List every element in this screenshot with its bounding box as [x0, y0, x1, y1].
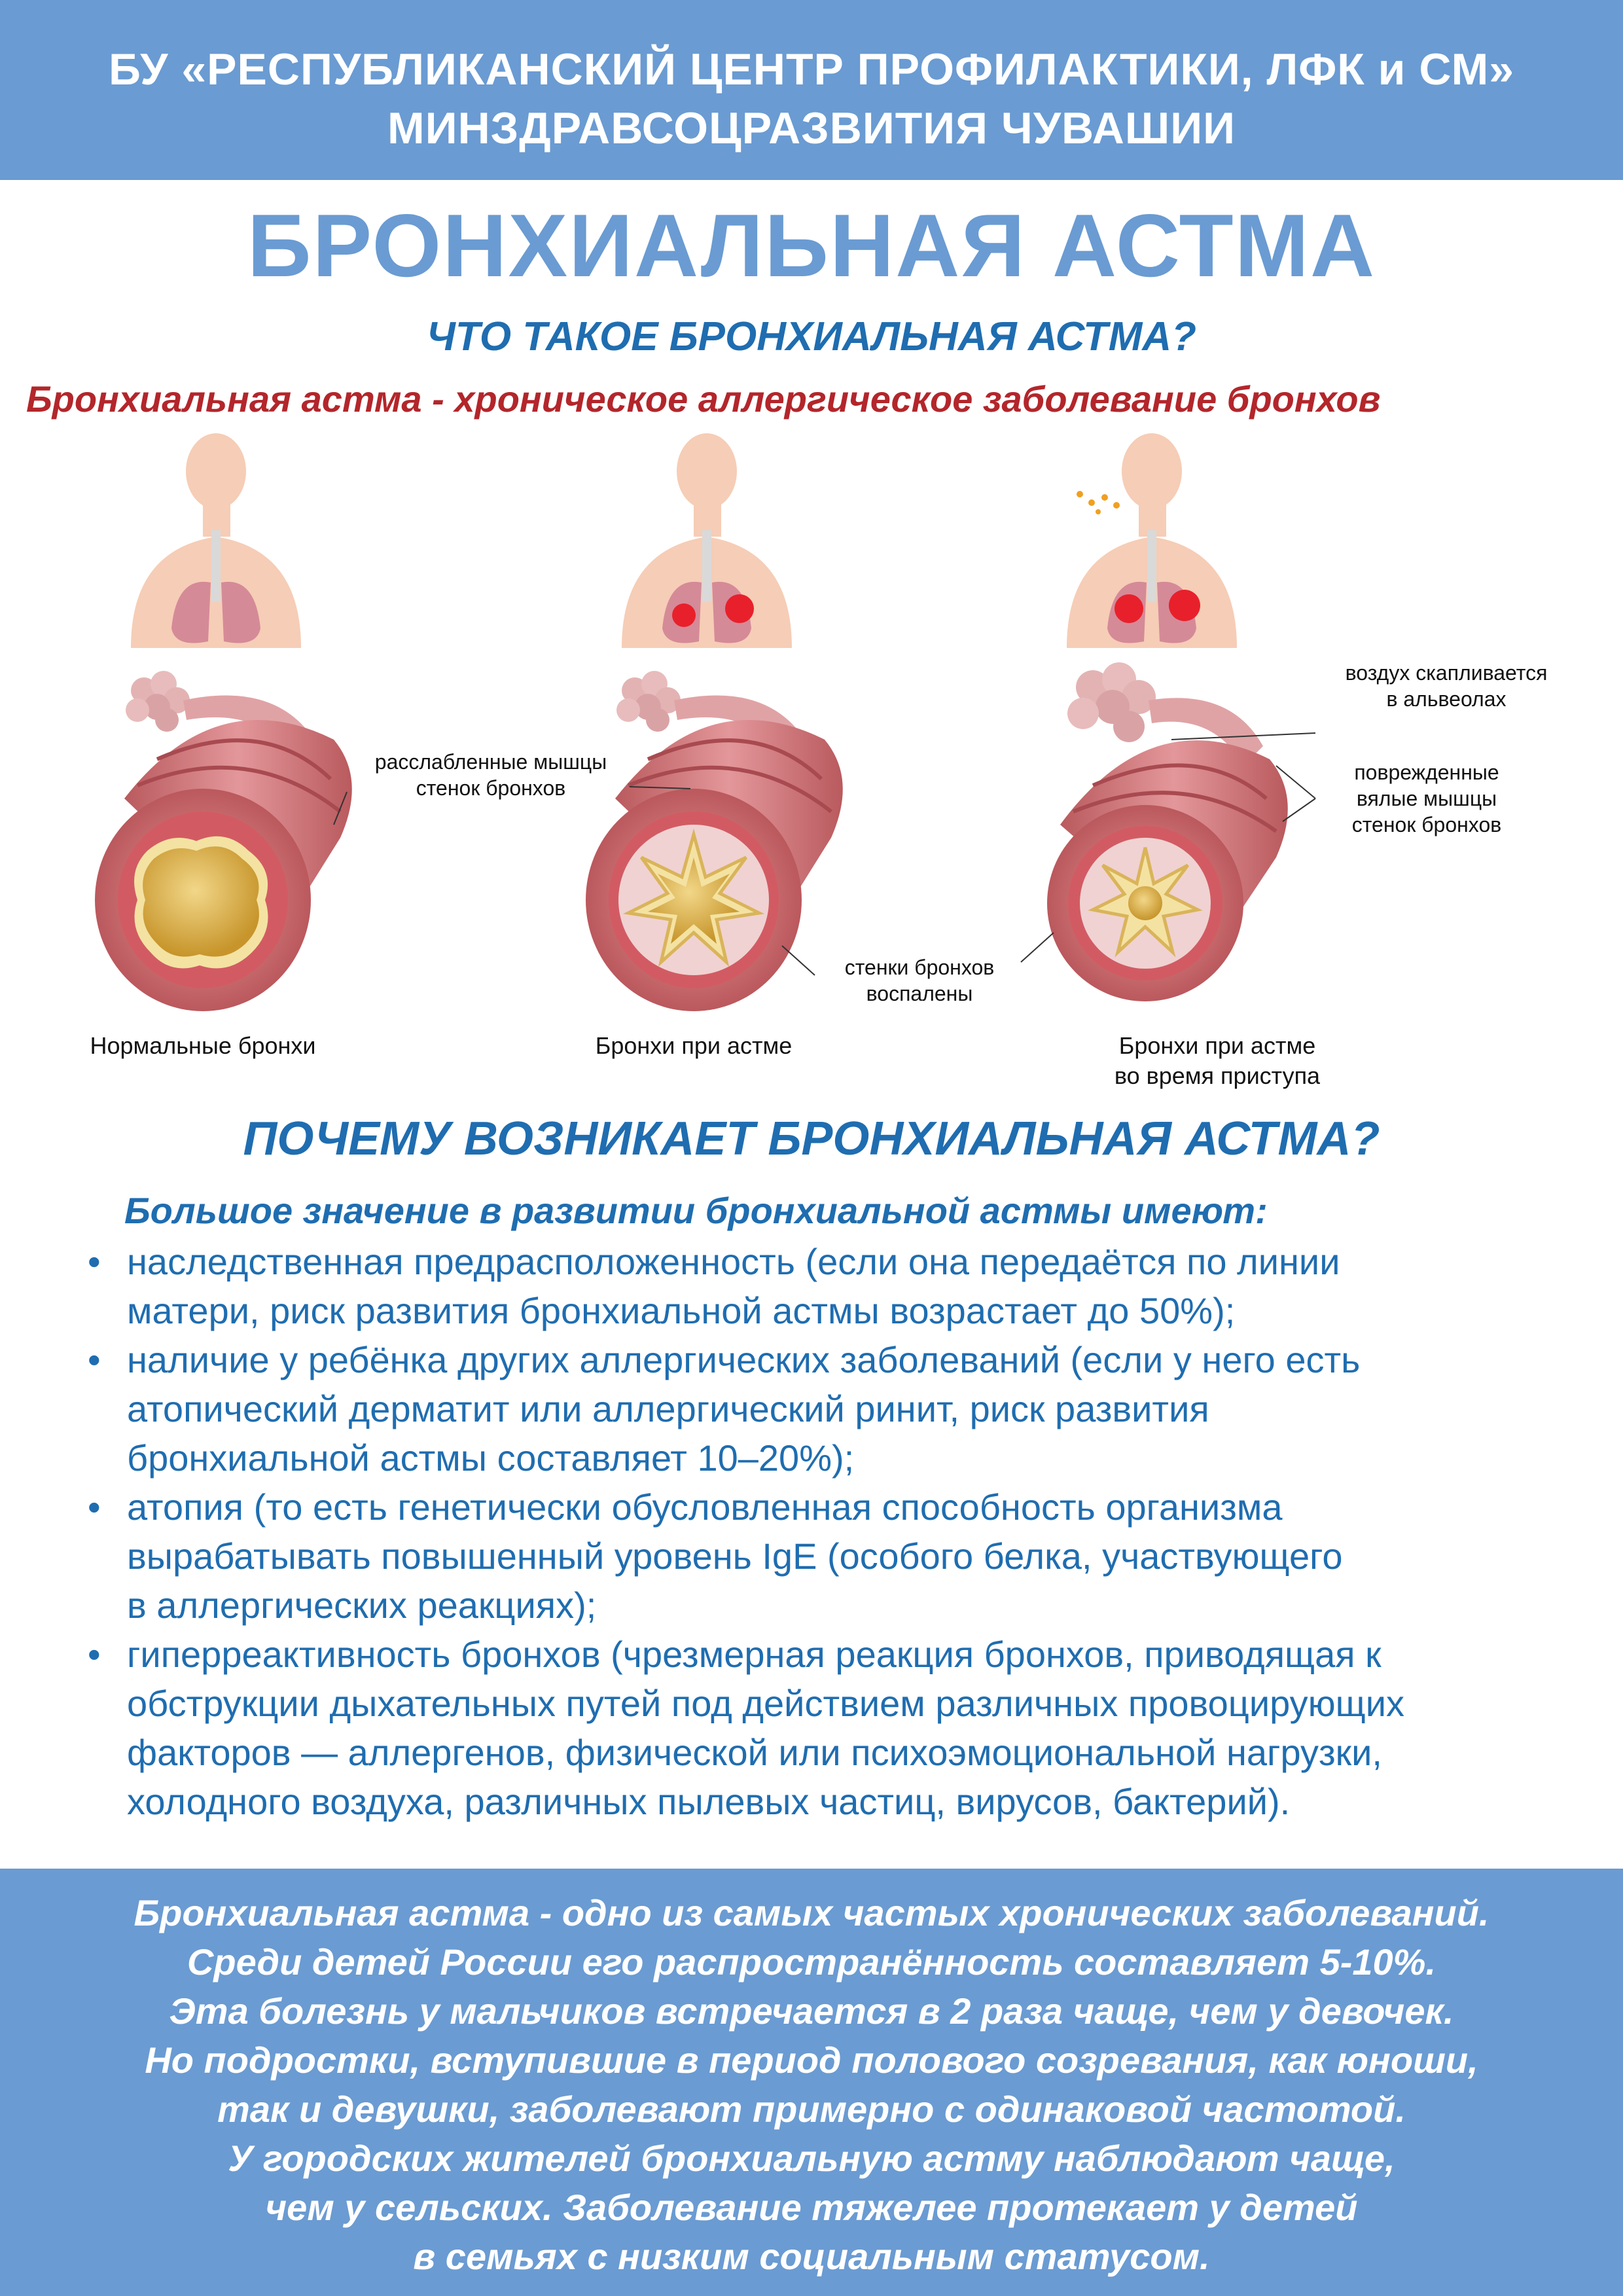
- label-air-trapped: воздух скапливается в альвеолах: [1345, 661, 1548, 711]
- ministry-name: МИНЗДРАВСОЦРАЗВИТИЯ ЧУВАШИИ: [387, 103, 1236, 153]
- figure-normal: [95, 433, 352, 1011]
- list-item: • гиперреактивность бронхов (чрезмерная реакция бронхов, приводящая к обструкции дыхательных путей под действием различных провоцирующих факторов — аллергенов, физической или психоэмоциональной нагрузки, холодного воздуха, различных пылевых частиц, вирусов, бактерий).: [85, 1630, 1603, 1826]
- torso-asthma-icon: [622, 433, 792, 648]
- footer-band: [0, 1869, 1623, 2296]
- header-band: [0, 0, 1623, 180]
- bullet-icon: •: [88, 1339, 101, 1380]
- bronchus-cross-section-asthma: [586, 789, 802, 1011]
- factors-list: [85, 1237, 1603, 1826]
- footer-line: Но подростки, вступившие в период полового созревания, как юноши,: [145, 2039, 1478, 2081]
- bronchus-cross-section-normal: [95, 789, 311, 1011]
- footer-line: так и девушки, заболевают примерно с одинаковой частотой.: [217, 2089, 1406, 2130]
- footer-line: в семьях с низким социальным статусом.: [413, 2236, 1210, 2277]
- footer-line: Бронхиальная астма - одно из самых частых хронических заболеваний.: [134, 1892, 1489, 1933]
- list-item: • атопия (то есть генетически обусловленная способность организма вырабатывать повышенный уровень IgE (особого белка, участвующего в аллергических реакциях);: [85, 1482, 1603, 1630]
- figure-attack: [1047, 433, 1288, 1001]
- definition-text: Бронхиальная астма - хроническое аллергическое заболевание бронхов: [26, 378, 1381, 420]
- label-relaxed-muscles: расслабленные мышцы стенок бронхов: [374, 750, 607, 800]
- caption-normal: Нормальные бронхи: [90, 1032, 316, 1059]
- factors-intro: Большое значение в развитии бронхиальной астмы имеют:: [124, 1190, 1268, 1231]
- caption-asthma: Бронхи при астме: [595, 1032, 793, 1059]
- torso-normal-icon: [131, 433, 301, 648]
- pointer-inflamed-left: [782, 946, 815, 975]
- question-why: ПОЧЕМУ ВОЗНИКАЕТ БРОНХИАЛЬНАЯ АСТМА?: [243, 1113, 1380, 1165]
- list-item: • наличие у ребёнка других аллергических заболеваний (если у него есть атопический дерматит или аллергический ринит, риск развития бронхиальной астмы составляет 10–20%);: [85, 1335, 1603, 1482]
- footer-line: чем у сельских. Заболевание тяжелее протекает у детей: [265, 2187, 1358, 2228]
- page-title: БРОНХИАЛЬНАЯ АСТМА: [247, 196, 1376, 295]
- list-item: • наследственная предрасположенность (если она передаётся по линии матери, риск развития бронхиальной астмы возрастает до 50%);: [85, 1237, 1603, 1335]
- figure-asthma: [586, 433, 843, 1011]
- bullet-icon: •: [88, 1634, 101, 1675]
- caption-attack: Бронхи при астме во время приступа: [1114, 1032, 1321, 1089]
- question-what-is: ЧТО ТАКОЕ БРОНХИАЛЬНАЯ АСТМА?: [426, 314, 1196, 359]
- footer-line: Эта болезнь у мальчиков встречается в 2 раза чаще, чем у девочек.: [169, 1990, 1454, 2032]
- bronchi-illustration: [0, 432, 1623, 1119]
- organization-name: БУ «РЕСПУБЛИКАНСКИЙ ЦЕНТР ПРОФИЛАКТИКИ, ЛФК и СМ»: [108, 45, 1515, 94]
- label-inflamed-walls: стенки бронхов воспалены: [844, 956, 995, 1005]
- bullet-icon: •: [88, 1486, 101, 1528]
- label-damaged-muscles: поврежденные вялые мышцы стенок бронхов: [1351, 761, 1502, 836]
- bullet-icon: •: [88, 1241, 101, 1282]
- footer-line: У городских жителей бронхиальную астму наблюдают чаще,: [228, 2138, 1395, 2179]
- bronchus-cross-section-attack: [1047, 805, 1243, 1001]
- torso-attack-icon: [1067, 433, 1237, 648]
- footer-line: Среди детей России его распространённость составляет 5-10%.: [187, 1941, 1436, 1982]
